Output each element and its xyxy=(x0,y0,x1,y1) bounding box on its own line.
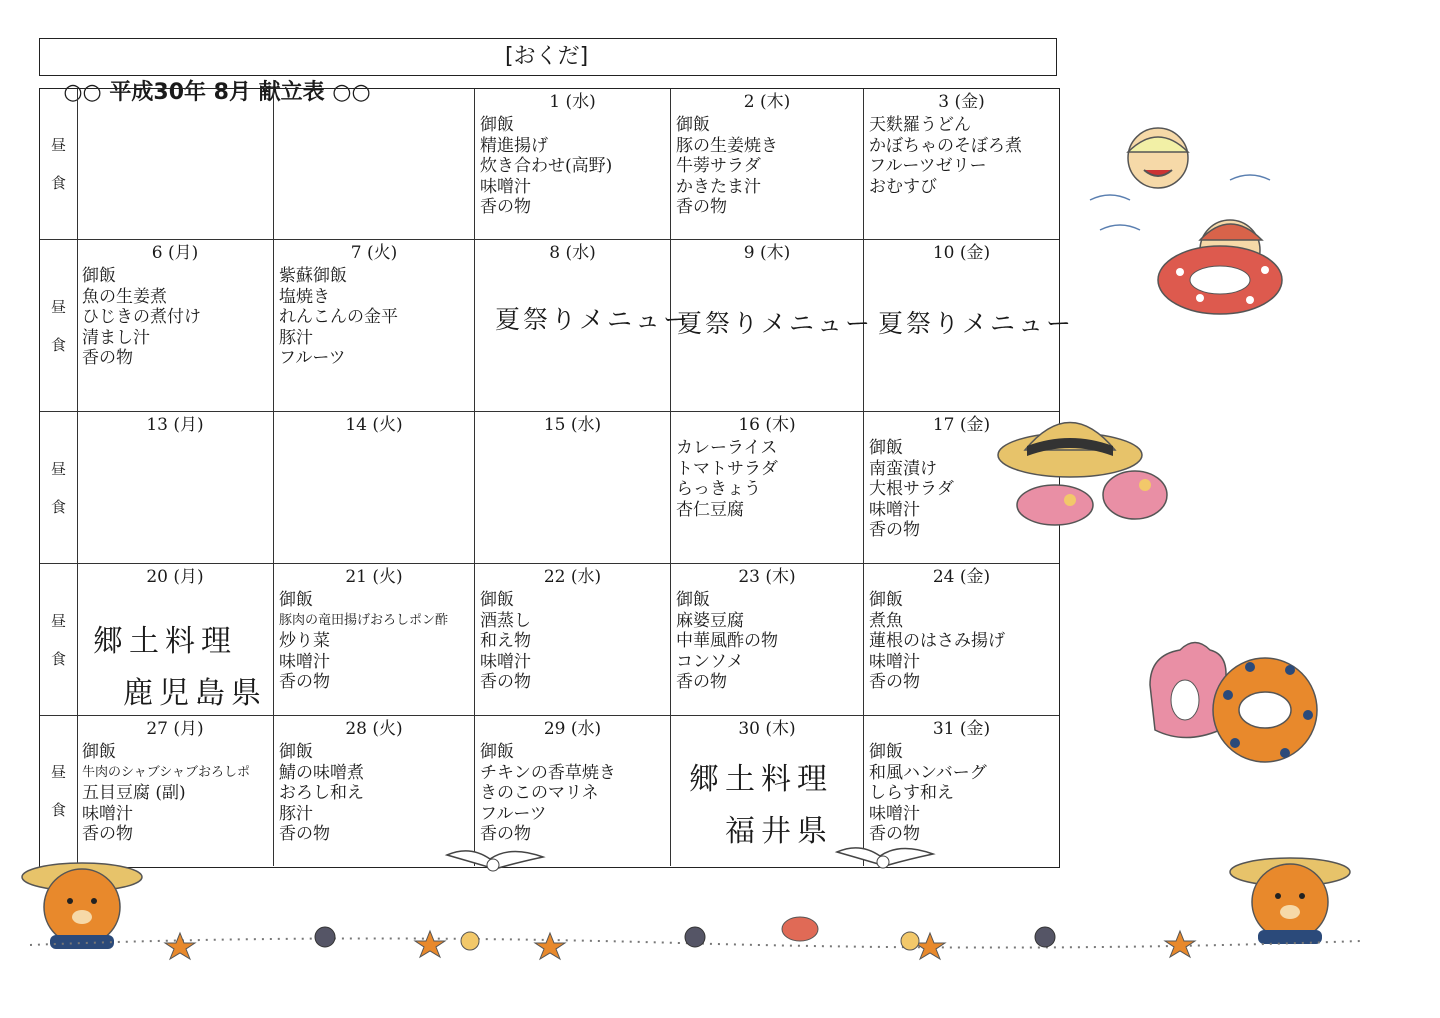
handwritten-note: 福井県 xyxy=(725,814,833,849)
menu-item: 炊き合わせ(高野) xyxy=(480,156,613,176)
handwritten-note: 郷土料理 xyxy=(93,624,237,659)
menu-item: かきたま汁 xyxy=(676,176,761,197)
menu-item: フルーツ xyxy=(279,348,346,368)
menu-item: 天麩羅うどん xyxy=(869,115,971,135)
menu-items xyxy=(279,590,474,693)
day-date: 8 (水) xyxy=(549,243,596,263)
menu-item: 御飯 xyxy=(279,590,313,610)
menu-item: 味噌汁 xyxy=(869,499,920,520)
menu-item: しらす和え xyxy=(869,783,954,803)
menu-item: 御飯 xyxy=(869,590,903,610)
menu-item: 蓮根のはさみ揚げ xyxy=(869,631,1005,651)
menu-item: 煮魚 xyxy=(869,610,903,631)
day-date: 30 (木) xyxy=(738,719,796,739)
day-date: 16 (木) xyxy=(738,415,796,435)
day-date: 17 (金) xyxy=(932,415,991,435)
day-cell xyxy=(77,412,274,563)
handwritten-note: 鹿児島県 xyxy=(123,676,267,711)
day-date: 22 (水) xyxy=(543,567,602,587)
handwritten-note: 夏祭りメニュー xyxy=(495,305,692,334)
day-date: 10 (金) xyxy=(932,243,991,263)
day-cell xyxy=(77,716,274,866)
menu-items xyxy=(676,115,863,218)
menu-item: おろし和え xyxy=(279,783,364,803)
day-date: 6 (月) xyxy=(151,243,199,263)
menu-items xyxy=(869,590,1059,693)
straw-hat-sandals-illustration xyxy=(995,400,1175,535)
menu-items xyxy=(676,438,863,520)
menu-item: 香の物 xyxy=(676,197,727,217)
menu-title: ○○ 平成30年 8月 献立表 ○○ xyxy=(63,80,371,105)
day-date: 29 (水) xyxy=(543,719,602,739)
menu-item: 味噌汁 xyxy=(82,803,133,824)
day-date: 21 (火) xyxy=(345,567,403,587)
day-date: 7 (火) xyxy=(350,243,398,263)
menu-items xyxy=(82,742,273,845)
menu-item: 香の物 xyxy=(279,672,330,692)
row-label xyxy=(40,412,78,563)
menu-item: 中華風酢の物 xyxy=(676,631,778,651)
menu-item: フルーツゼリー xyxy=(869,156,987,176)
menu-item: 香の物 xyxy=(480,672,531,692)
day-cell xyxy=(475,412,671,563)
day-date: 15 (水) xyxy=(543,415,602,435)
beach-border-illustration xyxy=(30,905,1360,965)
day-cell xyxy=(671,240,874,411)
day-cell xyxy=(864,240,1075,411)
day-date: 9 (木) xyxy=(743,243,791,263)
day-date: 2 (木) xyxy=(743,92,791,112)
menu-item: 豚肉の竜田揚げおろしポン酢 xyxy=(279,612,449,628)
menu-item: 清まし汁 xyxy=(82,327,150,348)
menu-item: 魚の生姜煮 xyxy=(82,286,167,307)
menu-item: 五目豆腐 (副) xyxy=(82,783,186,803)
day-cell xyxy=(475,564,671,715)
menu-items xyxy=(480,742,670,845)
menu-item: フルーツ xyxy=(480,803,547,824)
row-label xyxy=(40,716,78,866)
menu-item: 酒蒸し xyxy=(480,610,531,631)
menu-item: 大根サラダ xyxy=(869,479,954,499)
bag-swim-ring-illustration xyxy=(1140,625,1325,765)
menu-item: 味噌汁 xyxy=(869,651,920,672)
day-date: 13 (月) xyxy=(146,415,204,435)
day-date xyxy=(77,89,273,113)
swimming-kids-illustration xyxy=(1080,120,1300,330)
seagull-illustration xyxy=(445,845,545,880)
row-label-char: 食 xyxy=(50,497,66,516)
menu-item: 豚の生姜焼き xyxy=(676,135,778,156)
menu-item: きのこのマリネ xyxy=(480,783,599,803)
day-date: 3 (金) xyxy=(938,92,985,112)
day-cell xyxy=(274,564,475,715)
menu-items xyxy=(279,742,474,845)
menu-items xyxy=(869,742,1059,845)
day-date: 27 (月) xyxy=(146,719,204,739)
row-label-char: 食 xyxy=(50,174,66,192)
menu-items xyxy=(480,590,670,693)
day-cell xyxy=(274,240,475,411)
day-cell xyxy=(475,89,671,239)
menu-item: 和え物 xyxy=(480,631,531,651)
menu-item: 精進揚げ xyxy=(480,135,548,156)
row-label-char: 昼 xyxy=(50,459,66,478)
week-row xyxy=(40,89,1059,240)
row-label-char: 昼 xyxy=(50,297,66,316)
day-cell xyxy=(475,716,671,866)
menu-item: 香の物 xyxy=(82,824,133,844)
menu-item: 御飯 xyxy=(869,438,903,458)
menu-item: 香の物 xyxy=(480,197,531,217)
menu-item: 御飯 xyxy=(82,742,116,762)
menu-item: 塩焼き xyxy=(279,286,330,307)
menu-item: コンソメ xyxy=(676,651,744,672)
day-date: 1 (水) xyxy=(549,92,596,112)
menu-item: 香の物 xyxy=(869,520,920,540)
menu-item: れんこんの金平 xyxy=(279,307,398,327)
row-label-char: 昼 xyxy=(50,611,66,630)
day-cell xyxy=(77,240,274,411)
menu-item: かぼちゃのそぼろ煮 xyxy=(869,135,1022,156)
menu-item: 豚汁 xyxy=(279,327,313,348)
week-row xyxy=(40,564,1059,716)
menu-item: 御飯 xyxy=(480,742,514,762)
row-label-char: 食 xyxy=(50,335,66,354)
menu-item: 紫蘇御飯 xyxy=(279,266,347,286)
menu-item: 香の物 xyxy=(279,824,330,844)
day-date: 23 (木) xyxy=(738,567,796,587)
menu-items xyxy=(869,115,1059,197)
row-label xyxy=(40,89,78,239)
day-date xyxy=(274,89,474,113)
menu-item: カレーライス xyxy=(676,438,778,458)
handwritten-note: 郷土料理 xyxy=(689,762,833,797)
menu-items xyxy=(82,266,273,369)
menu-item: 鯖の味噌煮 xyxy=(279,762,364,783)
day-cell xyxy=(77,89,274,239)
day-cell xyxy=(864,89,1059,239)
day-cell xyxy=(77,564,274,715)
row-label xyxy=(40,564,78,715)
menu-item: 香の物 xyxy=(869,824,920,844)
menu-item: 和風ハンバーグ xyxy=(869,762,987,783)
menu-item: おむすび xyxy=(869,176,937,197)
menu-item: 牛蒡サラダ xyxy=(676,156,761,176)
menu-item: 御飯 xyxy=(676,590,710,610)
week-row xyxy=(40,412,1059,564)
menu-items xyxy=(279,266,474,369)
menu-table xyxy=(39,88,1075,868)
menu-item: 御飯 xyxy=(82,266,116,286)
menu-item: 香の物 xyxy=(676,672,727,692)
row-label-char: 食 xyxy=(50,801,66,819)
menu-item: 味噌汁 xyxy=(480,651,531,672)
menu-item: 味噌汁 xyxy=(480,176,531,197)
day-cell xyxy=(274,89,475,239)
menu-item: 味噌汁 xyxy=(279,651,330,672)
menu-items xyxy=(676,590,863,693)
day-cell xyxy=(671,89,864,239)
day-cell xyxy=(274,412,475,563)
menu-item: 麻婆豆腐 xyxy=(676,610,744,631)
menu-item: 香の物 xyxy=(82,348,133,368)
day-cell xyxy=(475,240,692,411)
menu-items xyxy=(480,115,670,218)
day-cell xyxy=(274,716,475,866)
menu-item: 御飯 xyxy=(676,115,710,135)
menu-item: 炒り菜 xyxy=(279,631,330,651)
seagull-illustration xyxy=(835,842,935,877)
menu-item: 香の物 xyxy=(480,824,531,844)
school-name: [おくだ] xyxy=(505,44,589,69)
day-date: 24 (金) xyxy=(932,567,991,587)
day-cell xyxy=(671,564,864,715)
row-label-char: 食 xyxy=(50,649,66,668)
row-label-char: 昼 xyxy=(50,763,66,781)
menu-item: 御飯 xyxy=(279,742,313,762)
day-date: 20 (月) xyxy=(146,567,204,587)
day-date: 14 (火) xyxy=(345,415,403,435)
menu-item: ひじきの煮付け xyxy=(82,307,201,327)
menu-item: 御飯 xyxy=(869,742,903,762)
row-label xyxy=(40,240,78,411)
day-cell xyxy=(671,412,864,563)
menu-item: 御飯 xyxy=(480,590,514,610)
handwritten-note: 夏祭りメニュー xyxy=(878,309,1075,338)
menu-item: トマトサラダ xyxy=(676,458,778,479)
day-cell xyxy=(864,564,1059,715)
menu-item: 杏仁豆腐 xyxy=(676,499,744,520)
menu-item: らっきょう xyxy=(676,479,761,499)
menu-item: 味噌汁 xyxy=(869,803,920,824)
row-label-char: 昼 xyxy=(50,136,66,154)
menu-item: チキンの香草焼き xyxy=(480,762,616,783)
menu-item: 御飯 xyxy=(480,115,514,135)
menu-item: 牛肉のシャブシャブおろしポ xyxy=(82,764,250,780)
menu-item: 豚汁 xyxy=(279,803,313,824)
handwritten-note: 夏祭りメニュー xyxy=(677,309,874,338)
menu-item: 南蛮漬け xyxy=(869,458,937,479)
day-date: 31 (金) xyxy=(932,719,991,739)
week-row xyxy=(40,240,1075,412)
day-date: 28 (火) xyxy=(345,719,403,739)
menu-item: 香の物 xyxy=(869,672,920,692)
